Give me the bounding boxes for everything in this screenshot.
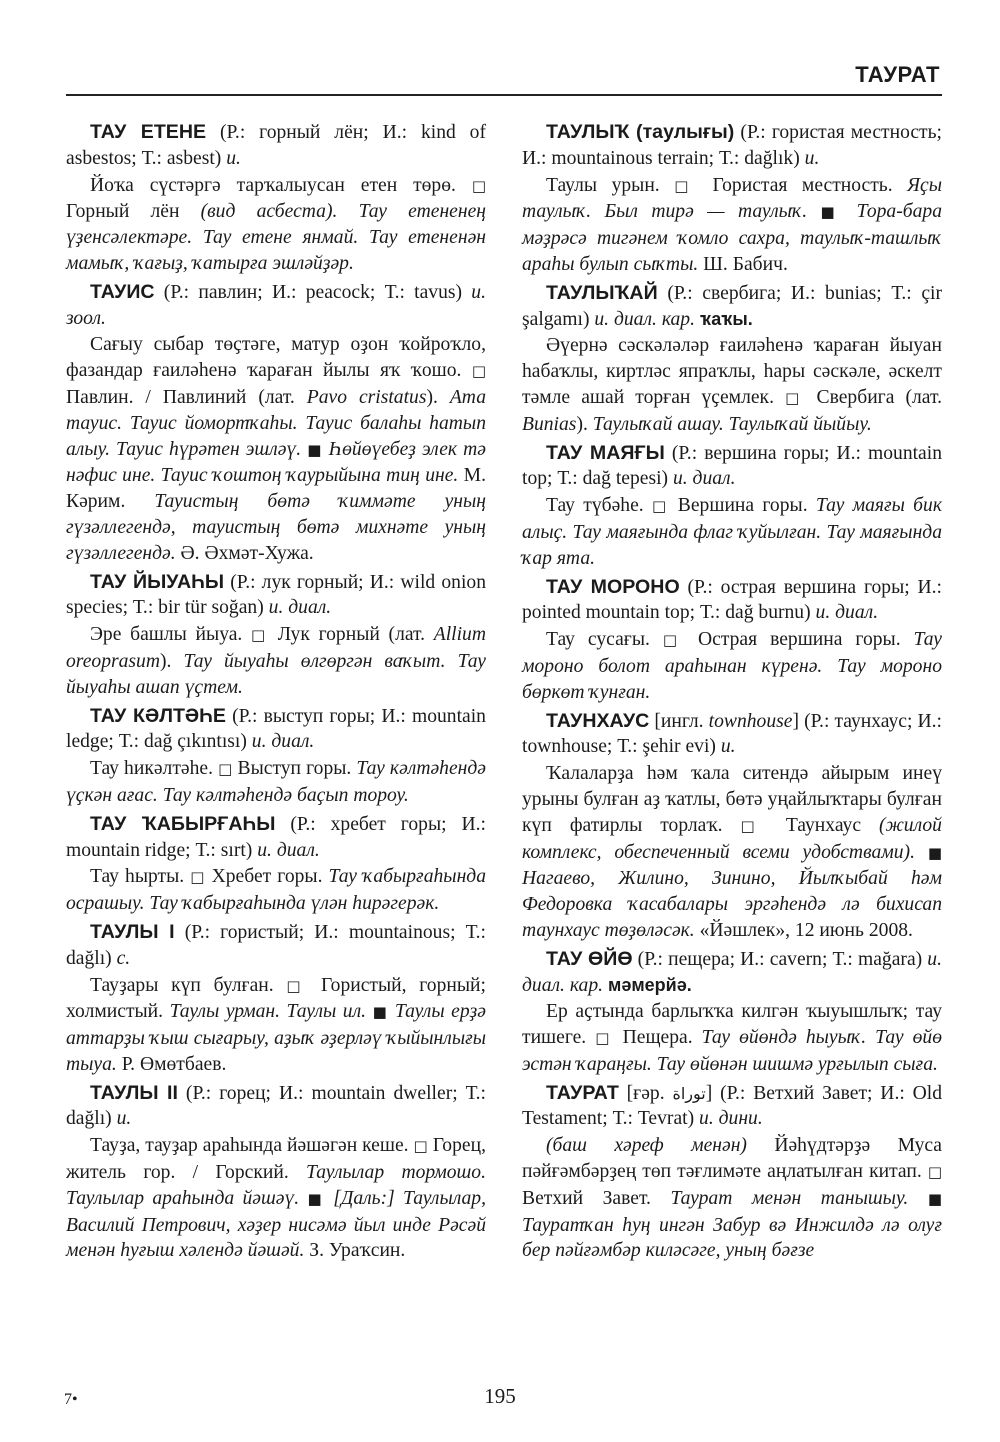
entry-grammar-label: и. диал. (251, 731, 315, 753)
entry-example-text: Bunias (522, 413, 577, 435)
dictionary-entry (66, 812, 486, 864)
entry-synonym: мәмерйә. (603, 974, 692, 995)
entry-example-text: Таурат менән танышыу. (670, 1187, 928, 1209)
entry-grammar-label: и. зоол. (66, 281, 486, 329)
entry-grammar-label: и. диал. (672, 468, 736, 490)
entry-definition-text: ). (576, 413, 593, 435)
example-marker-icon: ■ (372, 1003, 389, 1022)
entry-example-text: (жилой комплекс, обеспеченный всеми удобствами). (522, 814, 942, 863)
entry-definition-text: Әүернә сәскәләләр ғаиләһенә ҡараған йыуан һабаҡлы, киртләс япраҡлы, һары сәскәле, әскелт тәмле ашай торған үҫемлек. (522, 335, 942, 408)
entry-definition-text: Хребет горы. (205, 866, 329, 888)
entry-grammar-label: с. (116, 947, 131, 969)
entry-definition (66, 756, 486, 809)
left-column (66, 120, 486, 1267)
running-title: ТАУРАТ (855, 62, 940, 87)
entry-definition-text: Ветхий Завет. (522, 1187, 671, 1209)
entry-headword: ТАУ КӘЛТӘҺЕ (90, 704, 226, 727)
entry-grammar-label: и. диал. (815, 602, 879, 624)
dictionary-entry (522, 281, 942, 333)
entry-definition-text: Эре башлы йыуа. (90, 624, 252, 646)
entry-definition-text: Ә. Әхмәт-Хужа. (175, 542, 314, 564)
entry-grammar-label: и. диал. (257, 839, 320, 861)
entry-example-text: Pavo cristatus (306, 386, 427, 408)
header-rule (66, 94, 942, 96)
entry-example-text: Тау йыуаһы өлгөргән ваҡыт. Тау йыуаһы ашап үҫтем. (66, 650, 486, 698)
entry-headword: ТАУ МОРОНО (546, 575, 680, 598)
dictionary-entry (522, 709, 942, 761)
entry-definition-text: Тау түбәһе. (546, 495, 652, 517)
entry-example-text: (баш хәреф менән) (546, 1135, 747, 1157)
entry-headword: ТАУЛЫҠ (таулығы) (546, 121, 735, 143)
entry-headword: ТАУ ҠАБЫРҒАҺЫ (90, 812, 276, 835)
entry-translations: ] (Р.: Ветхий Завет; И.: Old Testament; Т.: Tevrat) (522, 1082, 942, 1130)
entry-headword: ТАУ ӨЙӨ (546, 947, 633, 970)
entry-example-text: Тау мороно болот араһынан күренә. Тау мороно бөркөт ҡунған. (522, 629, 942, 703)
entry-definition (522, 333, 942, 437)
entry-definition-text: Горный лён (66, 201, 201, 223)
translation-marker-icon: □ (927, 1163, 942, 1182)
entry-grammar-label: и. дини. (699, 1108, 763, 1130)
entry-definition-text: Ер аҫтында барлыҡҡа килгән ҡыуышлыҡ; тау тишеге. (522, 1001, 942, 1049)
entry-grammar-label: и. диал. (268, 597, 332, 619)
dictionary-entry (66, 1081, 486, 1133)
example-marker-icon: ■ (820, 203, 844, 222)
translation-marker-icon: □ (251, 626, 270, 645)
dictionary-entry (66, 920, 486, 972)
entry-definition-text: Тау һикәлтәһе. (90, 758, 219, 780)
translation-marker-icon: □ (471, 176, 486, 195)
entry-example-text: Таулы урман. Таулы ил. (169, 1001, 373, 1023)
signature-mark: 7• (64, 1391, 78, 1408)
entry-translations: (Р.: пещера; И.: cavern; Т.: mağara) (632, 948, 928, 970)
entry-example-text: Таулы ерҙә аттарҙы ҡыш сығарыу, аҙыҡ әҙерләү ҡыйынлығы тыуа. (66, 1001, 486, 1075)
entry-definition-text: Гористая местность. (698, 174, 908, 196)
entry-example-text: Тора-бара мәҙрәсә тигәнем ҡомло сахра, таулыҡ-ташлыҡ араһы булып сыҡты. (522, 201, 942, 275)
entry-etymology: [ингл. (649, 710, 709, 732)
entry-definition (66, 173, 486, 277)
translation-marker-icon: □ (471, 362, 486, 381)
translation-marker-icon: □ (595, 1029, 614, 1048)
entry-definition-text: Таунхаус (767, 814, 880, 836)
entry-example-text: Таулылар тормошо. Таулылар араһында йәшәү. (66, 1162, 487, 1209)
entry-grammar-label: и. (226, 147, 241, 169)
entry-definition-text: Таулы урын. (546, 174, 675, 196)
dictionary-entry (522, 947, 942, 999)
example-marker-icon: ■ (927, 843, 942, 862)
entry-translations: (Р.: свербига; И.: bunias; Т.: çir şalgamı) (522, 282, 942, 330)
entry-example-text: Тауистың бөтә ҡиммәте уның гүзәллегендә, тауистың бөтә михнәте уның гүзәллегендә. (66, 491, 487, 564)
entry-headword: ТАУЛЫ I (90, 920, 175, 943)
entry-grammar-label: и. (804, 147, 820, 169)
entry-example-text: (вид асбеста). Тау етененең үҙенсәлектәре. Тау етене янмай. Тау етененән мамыҡ, ҡағыҙ, ҡатырға эшләйҙәр. (66, 201, 487, 274)
entry-definition (522, 627, 942, 705)
translation-marker-icon: □ (651, 497, 670, 516)
entry-translations: (Р.: горец; И.: mountain dweller; Т.: dağlı) (66, 1082, 486, 1130)
right-column (522, 120, 942, 1267)
entry-definition-text: ). (159, 650, 184, 672)
entry-headword: ТАУ ЙЫУАҺЫ (90, 570, 225, 593)
translation-marker-icon: □ (785, 388, 806, 407)
entry-grammar-label: и. (720, 736, 736, 758)
entry-example-text: Тауратҡан һуң ингән Забур вә Инжилдә лә олуғ бер пәйғәмбәр киләсәге, уның бәғзе (522, 1214, 942, 1262)
entry-synonym: ҡаҡы. (694, 308, 753, 329)
entry-translations: (Р.: павлин; И.: peacock; Т.: tavus) (154, 281, 472, 303)
page-number: 195 (484, 1384, 516, 1408)
entry-definition-text: Тауҙа, тауҙар араһында йәшәгән кеше. (90, 1135, 414, 1157)
entry-definition (522, 493, 942, 571)
dictionary-entry (522, 120, 942, 172)
translation-marker-icon: □ (286, 976, 309, 995)
entry-headword: ТАУ МАЯҒЫ (546, 441, 665, 464)
dictionary-entry (522, 441, 942, 493)
entry-translations: (Р.: хребет горы; И.: mountain ridge; Т.: sırt) (66, 813, 486, 861)
translation-marker-icon: □ (218, 760, 233, 779)
example-marker-icon: ■ (307, 1189, 325, 1208)
entry-definition (522, 173, 942, 278)
entry-translations: (Р.: вершина горы; И.: mountain top; Т.: dağ tepesi) (522, 442, 942, 490)
entry-headword: ТАУРАТ (546, 1081, 619, 1104)
dictionary-entry (522, 575, 942, 627)
entry-etymology: [ғәр. (618, 1082, 673, 1104)
entry-definition-text: Вершина горы. (669, 495, 816, 517)
translation-marker-icon: □ (662, 631, 686, 650)
entry-definition (522, 999, 942, 1077)
entry-example-text: Тау кәлтәһендә үҫкән ағас. Тау кәлтәһендә баҫып тороу. (66, 758, 486, 806)
entry-headword: ТАУЛЫҠАЙ (546, 281, 658, 304)
entry-example-text: Ата тауис. Тауис йомортҡаһы. Тауис балаһы һатып алыу. Тауис һүрәтен эшләү. (66, 386, 486, 460)
entry-definition (522, 761, 942, 944)
entry-definition (66, 622, 486, 700)
entry-definition-text: Острая вершина горы. (685, 629, 914, 651)
entry-example-text: Тау өйөндә һыуыҡ. Тау өйө эстән ҡараңғы. Тау өйөнән шишмә урғылып сыға. (522, 1027, 942, 1075)
entry-headword: ТАУНХАУС (546, 709, 650, 732)
dictionary-entry (66, 120, 486, 172)
entry-definition-text: Йәһүдтәрҙә Муса пәйғәмбәрҙең төп тәғлимәте аңлатылған китап. (522, 1135, 942, 1183)
entry-example-text: Allium oreoprasum (66, 624, 486, 672)
example-marker-icon: ■ (307, 440, 323, 459)
entry-definition (66, 864, 486, 917)
entry-example-text: Һөйөүебеҙ элек тә нәфис ине. Тауис ҡоштоң ҡаурыйына тиң ине. (66, 438, 486, 487)
entry-translations: (Р.: гористый; И.: mountainous; Т.: dağlı) (66, 921, 486, 969)
entry-headword: ТАУЛЫ II (90, 1081, 178, 1104)
entry-definition-text: Павлин. / Павлиний (лат. (66, 386, 307, 408)
entry-grammar-label: и. диал. кар. (594, 308, 695, 330)
entry-headword: ТАУ ЕТЕНЕ (90, 121, 207, 143)
entry-translations: (Р.: острая вершина горы; И.: pointed mountain top; Т.: dağ burnu) (522, 576, 942, 624)
entry-grammar-label: и. (116, 1108, 132, 1130)
entry-definition-text: Пещера. (613, 1027, 702, 1049)
entry-definition (66, 973, 486, 1078)
translation-marker-icon: □ (674, 176, 699, 195)
dictionary-entry (66, 570, 486, 622)
entry-example-text: Тау ҡабырғаһында осрашыу. Тау ҡабырғаһында үлән һирәгерәк. (66, 866, 486, 915)
entry-translations: (Р.: гористая местность; И.: mountainous terrain; Т.: dağlık) (522, 122, 942, 169)
entry-definition (66, 332, 486, 566)
translation-marker-icon: □ (413, 1137, 428, 1156)
entry-definition-text: Лук горный (лат. (269, 624, 434, 646)
entry-definition-text: Тау сусағы. (546, 629, 663, 651)
dictionary-entry (522, 1081, 942, 1133)
translation-marker-icon: □ (740, 816, 768, 835)
entry-definition-text: Тауҙары күп булған. (90, 974, 287, 996)
example-marker-icon: ■ (927, 1189, 942, 1208)
entry-definition-text: ). (426, 386, 450, 408)
entry-definition (522, 1133, 942, 1264)
translation-marker-icon: □ (190, 868, 206, 887)
entry-translations: (Р.: лук горный; И.: wild onion species; Т.: bir tür soğan) (66, 571, 486, 619)
entry-definition (66, 1133, 486, 1264)
entry-example-text: Тау маяғы бик алыҫ. Тау маяғында флаг ҡуйылған. Тау маяғында ҡар ята. (522, 495, 942, 569)
entry-definition-text: Выступ горы. (232, 758, 357, 780)
entry-headword: ТАУИС (90, 280, 155, 303)
entry-etymology-source: townhouse (708, 710, 793, 732)
entry-definition-text: Горец, житель гор. / Горский. (66, 1135, 486, 1184)
dictionary-entry (66, 704, 486, 756)
entry-translations: (Р.: выступ горы; И.: mountain ledge; Т.: dağ çıkıntısı) (66, 705, 486, 753)
entry-definition-text: Сағыу сыбар төҫтәге, матур оҙон ҡойроҡло, фазандар ғаиләһенә ҡараған йылы яҡ ҡошо. (66, 334, 486, 382)
entry-definition-text: Йоҡа сүстәргә тарҡалыусан етен төрө. (90, 174, 472, 196)
entry-example-text: Яҫы таулыҡ. Был тирә — таулыҡ. (522, 174, 942, 223)
entry-definition-text: «Йәшлек», 12 июнь 2008. (694, 919, 913, 941)
entry-translations: ] (Р.: таунхаус; И.: townhouse; Т.: şehir evi) (522, 710, 942, 758)
entry-example-text: Нагаево, Жилино, Зинино, Йылҡыбай һәм Федоровка ҡасабалары эргәһендә лә бихисап таунхаус төҙөләсәк. (522, 868, 942, 941)
dictionary-entry (66, 280, 486, 332)
entry-definition-text: З. Ураҡсин. (304, 1240, 406, 1262)
entry-translations: (Р.: горный лён; И.: kind of asbestos; Т.: asbest) (66, 122, 486, 169)
entry-definition-text: Гористый, горный; холмистый. (66, 974, 486, 1023)
entry-definition-text: Ш. Бабич. (698, 253, 788, 275)
entry-definition-text: Ҡалаларҙа һәм ҡала ситендә айырым инеү урыны булған аҙ ҡатлы, бөтә уңайлыҡтары булған күп фатирлы торлаҡ. (522, 763, 942, 836)
entry-grammar-label: и. диал. кар. (522, 948, 942, 996)
entry-example-text: Таулыҡай ашау. Таулыҡай йыйыу. (592, 413, 872, 435)
entry-definition-text: М. Кәрим. (66, 465, 486, 513)
entry-definition-text: Тау һырты. (90, 866, 191, 888)
entry-example-text: [Даль:] Таулылар, Василий Петрович, хәҙер нисәмә йыл инде Рәсәй менән һуғыш хәлендә йәшәй. (66, 1187, 486, 1262)
entry-definition-text: Р. Өмөтбаев. (116, 1053, 227, 1075)
entry-definition-text: Свербига (лат. (805, 386, 942, 408)
entry-arabic-source: توراة (672, 1083, 706, 1103)
